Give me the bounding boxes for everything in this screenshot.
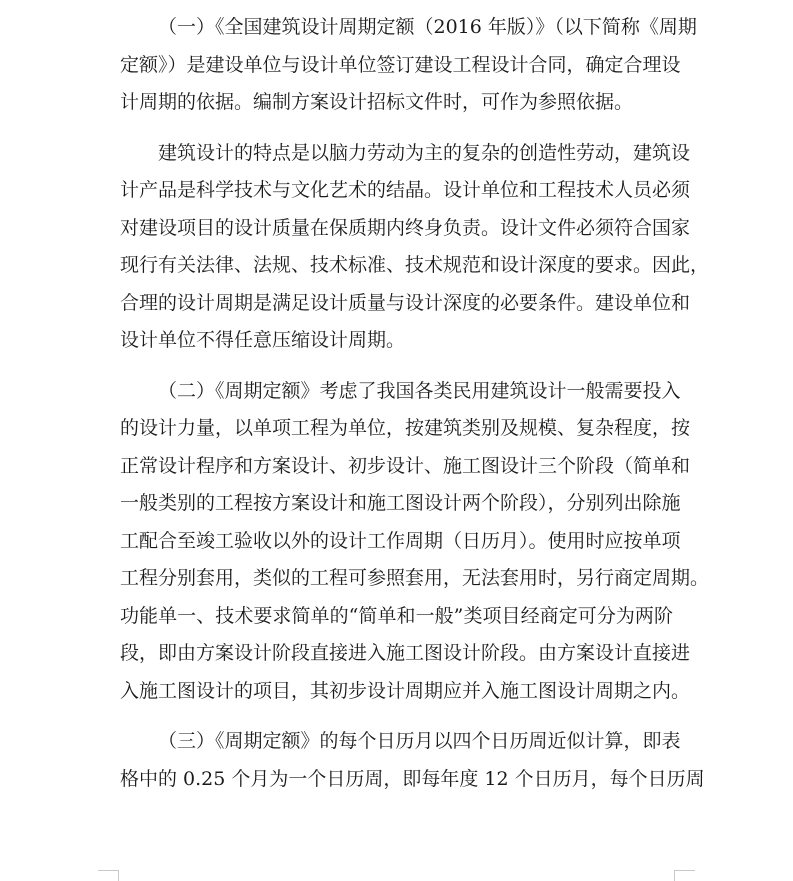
paragraph-line: 设计单位不得任意压缩设计周期。 xyxy=(120,329,406,351)
paragraph-line: 工配合至竣工验收以外的设计工作周期（日历月）。使用时应按单项 xyxy=(120,529,681,552)
paragraph-line: （三）《周期定额》的每个日历月以四个日历周近似计算，即表 xyxy=(158,730,681,752)
paragraph-line: 计周期的依据。编制方案设计招标文件时，可作为参照依据。 xyxy=(120,91,634,113)
paragraph-line: 功能单一、技术要求简单的“简单和一般”类项目经商定可分为两阶 xyxy=(120,604,673,627)
paragraph-line: 计产品是科学技术与文化艺术的结晶。设计单位和工程技术人员必须 xyxy=(120,179,691,201)
paragraph-line: 的设计力量，以单项工程为单位，按建筑类别及规模、复杂程度，按 xyxy=(120,417,691,439)
document-body xyxy=(120,0,710,798)
page-corner-mark-right xyxy=(674,870,695,881)
paragraph-line: 建筑设计的特点是以脑力劳动为主的复杂的创造性劳动，建筑设 xyxy=(158,141,691,164)
paragraph-line: 段，即由方案设计阶段直接进入施工图设计阶段。由方案设计直接进 xyxy=(120,642,691,664)
paragraph-line: （二）《周期定额》考虑了我国各类民用建筑设计一般需要投入 xyxy=(158,379,681,402)
paragraph-line: 现行有关法律、法规、技术标准、技术规范和设计深度的要求。因此， xyxy=(120,254,710,276)
paragraph-line: 一般类别的工程按方案设计和施工图设计两个阶段），分别列出除施 xyxy=(120,492,681,514)
paragraph-3 xyxy=(120,373,710,711)
paragraph-line: 入施工图设计的项目，其初步设计周期应并入施工图设计周期之内。 xyxy=(120,679,691,702)
page-corner-mark-left xyxy=(98,870,119,881)
paragraph-line: 正常设计程序和方案设计、初步设计、施工图设计三个阶段（简单和 xyxy=(120,454,691,477)
paragraph-line: 格中的 0.25 个月为一个日历周，即每年度 12 个日历月，每个日历周 xyxy=(120,767,705,790)
paragraph-line: 工程分别套用，类似的工程可参照套用，无法套用时，另行商定周期。 xyxy=(120,567,710,589)
paragraph-line: 合理的设计周期是满足设计质量与设计深度的必要条件。建设单位和 xyxy=(120,291,691,314)
paragraph-line: 定额》）是建设单位与设计单位签订建设工程设计合同，确定合理设 xyxy=(120,53,681,76)
paragraph-line: （一）《全国建筑设计周期定额（2016 年版）》（以下简称《周期 xyxy=(158,16,697,38)
paragraph-4 xyxy=(120,723,705,798)
paragraph-1 xyxy=(120,9,697,122)
paragraph-2 xyxy=(120,135,710,360)
paragraph-line: 对建设项目的设计质量在保质期内终身负责。设计文件必须符合国家 xyxy=(120,216,691,239)
